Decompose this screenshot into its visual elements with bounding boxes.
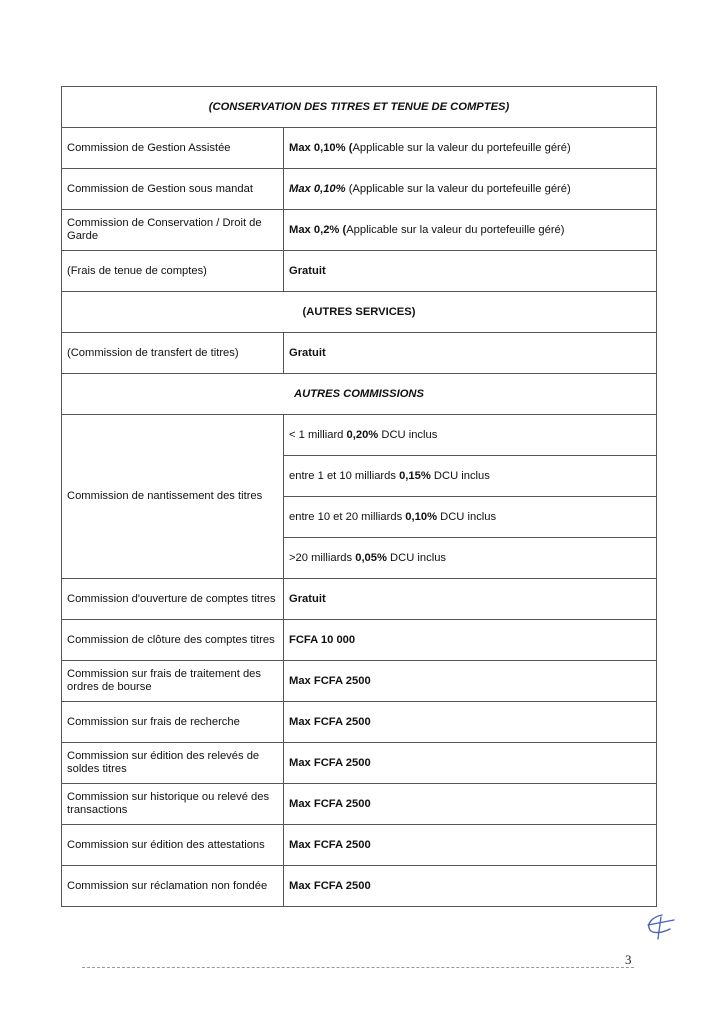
section-title-autres-commissions: AUTRES COMMISSIONS [62, 374, 657, 415]
row-value: Max FCFA 2500 [284, 784, 657, 825]
tier-value: entre 1 et 10 milliards 0,15% DCU inclus [284, 456, 657, 497]
table-row [62, 702, 657, 743]
row-value: Gratuit [284, 333, 657, 374]
tier-value: entre 10 et 20 milliards 0,10% DCU inclus [284, 497, 657, 538]
row-label: Commission sur frais de traitement des ordres de bourse [62, 661, 284, 702]
table-row [62, 210, 657, 251]
page-number: 3 [625, 952, 632, 967]
footer-divider [82, 967, 634, 968]
table-row [62, 169, 657, 210]
row-value: Gratuit [284, 579, 657, 620]
table-row [62, 579, 657, 620]
fee-schedule-table [61, 86, 657, 907]
row-value: Max 0,2% (Applicable sur la valeur du portefeuille géré) [284, 210, 657, 251]
row-value: Max FCFA 2500 [284, 825, 657, 866]
row-label: Commission sur réclamation non fondée [62, 866, 284, 907]
row-value: FCFA 10 000 [284, 620, 657, 661]
row-label: Commission de clôture des comptes titres [62, 620, 284, 661]
row-value: Max FCFA 2500 [284, 743, 657, 784]
section-title-conservation: (CONSERVATION DES TITRES ET TENUE DE COMPTES) [62, 87, 657, 128]
table-row [62, 743, 657, 784]
section-title-autres-services: (AUTRES SERVICES) [62, 292, 657, 333]
row-label: (Frais de tenue de comptes) [62, 251, 284, 292]
table-row [62, 620, 657, 661]
section-header-row [62, 87, 657, 128]
row-label: Commission sur historique ou relevé des transactions [62, 784, 284, 825]
row-label: Commission de Gestion sous mandat [62, 169, 284, 210]
handwritten-initials-signature [640, 911, 676, 941]
row-label: Commission de Gestion Assistée [62, 128, 284, 169]
row-label: Commission d'ouverture de comptes titres [62, 579, 284, 620]
table-row [62, 661, 657, 702]
row-value: Max FCFA 2500 [284, 661, 657, 702]
table-row [62, 415, 657, 456]
row-label: Commission de nantissement des titres [62, 415, 284, 579]
table-row [62, 784, 657, 825]
row-value: Max 0,10% (Applicable sur la valeur du portefeuille géré) [284, 128, 657, 169]
row-value: Gratuit [284, 251, 657, 292]
row-label: Commission de Conservation / Droit de Garde [62, 210, 284, 251]
tier-value: >20 milliards 0,05% DCU inclus [284, 538, 657, 579]
section-header-row [62, 292, 657, 333]
row-label: Commission sur édition des attestations [62, 825, 284, 866]
row-value: Max 0,10% (Applicable sur la valeur du portefeuille géré) [284, 169, 657, 210]
row-label: Commission sur frais de recherche [62, 702, 284, 743]
table-row [62, 866, 657, 907]
row-label: (Commission de transfert de titres) [62, 333, 284, 374]
table-row [62, 333, 657, 374]
row-label: Commission sur édition des relevés de soldes titres [62, 743, 284, 784]
table-row [62, 251, 657, 292]
table-row [62, 128, 657, 169]
table-row [62, 825, 657, 866]
section-header-row [62, 374, 657, 415]
row-value: Max FCFA 2500 [284, 702, 657, 743]
row-value: Max FCFA 2500 [284, 866, 657, 907]
tier-value: < 1 milliard 0,20% DCU inclus [284, 415, 657, 456]
